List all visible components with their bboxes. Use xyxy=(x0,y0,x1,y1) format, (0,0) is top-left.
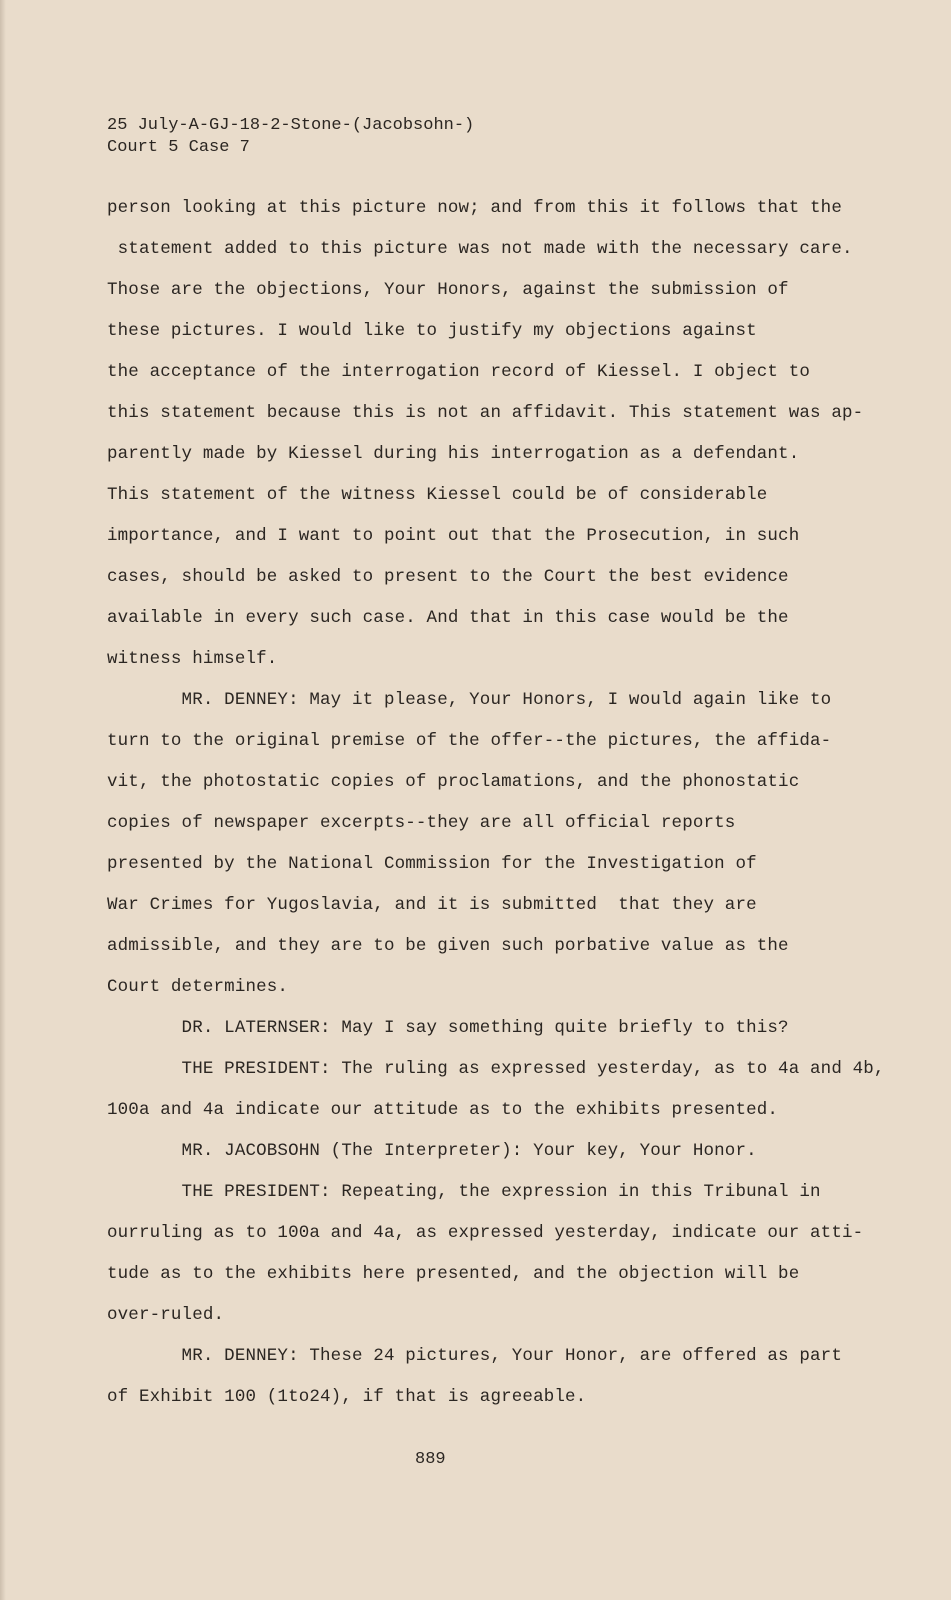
body-line: importance, and I want to point out that the Prosecution, in such xyxy=(107,526,800,546)
body-line: 100a and 4a indicate our attitude as to the exhibits presented. xyxy=(107,1100,779,1120)
body-line: these pictures. I would like to justify my objections against xyxy=(107,321,757,341)
body-line: This statement of the witness Kiessel could be of considerable xyxy=(107,485,768,505)
page-number: 889 xyxy=(415,1450,446,1469)
body-line: the acceptance of the interrogation record of Kiessel. I object to xyxy=(107,362,811,382)
body-line: MR. DENNEY: May it please, Your Honors, I would again like to xyxy=(107,690,832,710)
body-line: vit, the photostatic copies of proclamations, and the phonostatic xyxy=(107,772,800,792)
body-line: tude as to the exhibits here presented, and the objection will be xyxy=(107,1264,800,1284)
body-line: cases, should be asked to present to the Court the best evidence xyxy=(107,567,789,587)
body-line: parently made by Kiessel during his interrogation as a defendant. xyxy=(107,444,800,464)
body-line: this statement because this is not an affidavit. This statement was ap- xyxy=(107,403,864,423)
body-line: DR. LATERNSER: May I say something quite briefly to this? xyxy=(107,1018,789,1038)
body-line: person looking at this picture now; and from this it follows that the xyxy=(107,198,842,218)
body-line: statement added to this picture was not made with the necessary care. xyxy=(107,239,853,259)
body-line: THE PRESIDENT: The ruling as expressed yesterday, as to 4a and 4b, xyxy=(107,1059,885,1079)
body-line: presented by the National Commission for the Investigation of xyxy=(107,854,757,874)
body-line: Those are the objections, Your Honors, against the submission of xyxy=(107,280,789,300)
body-line: MR. DENNEY: These 24 pictures, Your Honor, are offered as part xyxy=(107,1346,842,1366)
document-header xyxy=(107,115,474,159)
body-line: witness himself. xyxy=(107,649,278,669)
body-line: War Crimes for Yugoslavia, and it is submitted that they are xyxy=(107,895,757,915)
body-line: available in every such case. And that in this case would be the xyxy=(107,608,789,628)
body-line: admissible, and they are to be given such porbative value as the xyxy=(107,936,789,956)
body-line: over-ruled. xyxy=(107,1305,225,1325)
body-line: copies of newspaper excerpts--they are all official reports xyxy=(107,813,736,833)
body-line: ourruling as to 100a and 4a, as expressed yesterday, indicate our atti- xyxy=(107,1223,864,1243)
page-edge xyxy=(0,0,6,1600)
body-line: turn to the original premise of the offer--the pictures, the affida- xyxy=(107,731,832,751)
header-line-court: Court 5 Case 7 xyxy=(107,138,250,157)
body-line: MR. JACOBSOHN (The Interpreter): Your key, Your Honor. xyxy=(107,1141,757,1161)
body-line: of Exhibit 100 (1to24), if that is agreeable. xyxy=(107,1387,587,1407)
body-line: Court determines. xyxy=(107,977,289,997)
header-line-reference: 25 July-A-GJ-18-2-Stone-(Jacobsohn-) xyxy=(107,116,475,135)
body-line: THE PRESIDENT: Repeating, the expression in this Tribunal in xyxy=(107,1182,821,1202)
